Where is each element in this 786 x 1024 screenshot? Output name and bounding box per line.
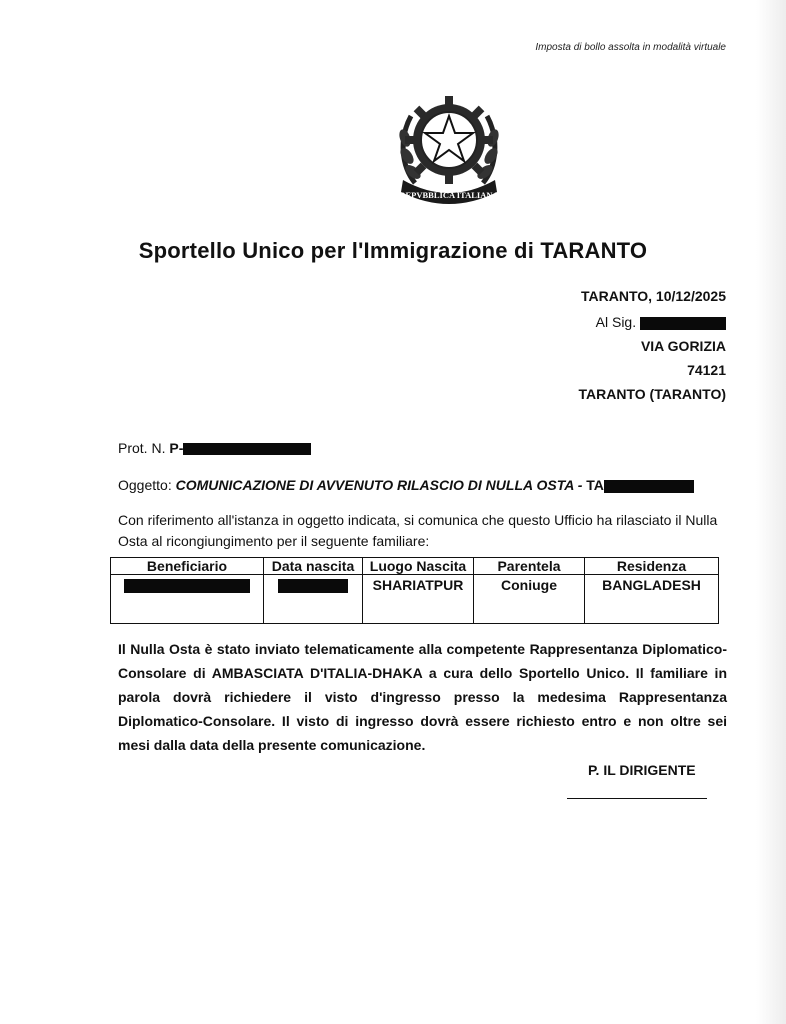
signature-label: P. IL DIRIGENTE <box>588 762 696 778</box>
column-header-luogo-nascita: Luogo Nascita <box>363 558 474 575</box>
subject-label: Oggetto: <box>118 477 172 493</box>
table-row <box>111 575 719 624</box>
cell-data-nascita <box>264 575 363 624</box>
protocol-prefix: P- <box>169 440 184 456</box>
column-header-residenza: Residenza <box>585 558 719 575</box>
cell-luogo-nascita: SHARIATPUR <box>363 575 474 624</box>
stamp-duty-note: Imposta di bollo assolta in modalità virtuale <box>535 42 726 53</box>
redacted-protocol-number <box>183 443 311 455</box>
column-header-parentela: Parentela <box>474 558 585 575</box>
protocol-label: Prot. N. <box>118 440 166 456</box>
recipient-city: TARANTO (TARANTO) <box>578 386 726 402</box>
redacted-recipient-name <box>640 317 726 330</box>
subject-text: COMUNICAZIONE DI AVVENUTO RILASCIO DI NULLA OSTA - <box>175 477 587 493</box>
table-header-row <box>111 558 719 575</box>
subject-line <box>118 477 694 493</box>
column-header-beneficiario: Beneficiario <box>111 558 264 575</box>
column-header-data-nascita: Data nascita <box>264 558 363 575</box>
redacted-subject-code <box>604 480 694 493</box>
recipient-line <box>596 314 726 330</box>
cell-parentela: Coniuge <box>474 575 585 624</box>
recipient-street: VIA GORIZIA <box>640 338 726 354</box>
intro-paragraph: Con riferimento all'istanza in oggetto indicata, si comunica che questo Ufficio ha rilasciato il Nulla Osta al ricongiungimento per il seguente familiare: <box>118 512 718 549</box>
redacted-beneficiary-name <box>124 579 250 593</box>
italian-republic-emblem <box>395 88 503 210</box>
redacted-birth-date <box>278 579 348 593</box>
emblem-ribbon-text: REPVBBLICA ITALIANA <box>399 190 499 200</box>
cell-residenza: BANGLADESH <box>585 575 719 624</box>
recipient-prefix: Al Sig. <box>595 314 637 330</box>
subject-code-prefix: TA <box>586 477 604 493</box>
protocol-number <box>118 440 311 456</box>
page-edge-shadow <box>756 0 786 1024</box>
office-title: Sportello Unico per l'Immigrazione di TARANTO <box>138 238 648 263</box>
main-paragraph: Il Nulla Osta è stato inviato telematicamente alla competente Rappresentanza Diplomatico-Consolare di AMBASCIATA D'ITALIA-DHAKA a cura dello Sportello Unico. Il familiare in parola dovrà richiedere il visto d'ingresso presso la medesima Rappresentanza Diplomatico-Consolare. Il visto di ingresso dovrà essere richiesto entro e non oltre sei mesi dalla data della presente comunicazione. <box>118 641 727 753</box>
cell-beneficiario <box>111 575 264 624</box>
recipient-postcode: 74121 <box>687 362 726 378</box>
family-member-table <box>110 557 719 624</box>
signature-line <box>567 798 707 799</box>
place-date: TARANTO, 10/12/2025 <box>581 288 726 304</box>
